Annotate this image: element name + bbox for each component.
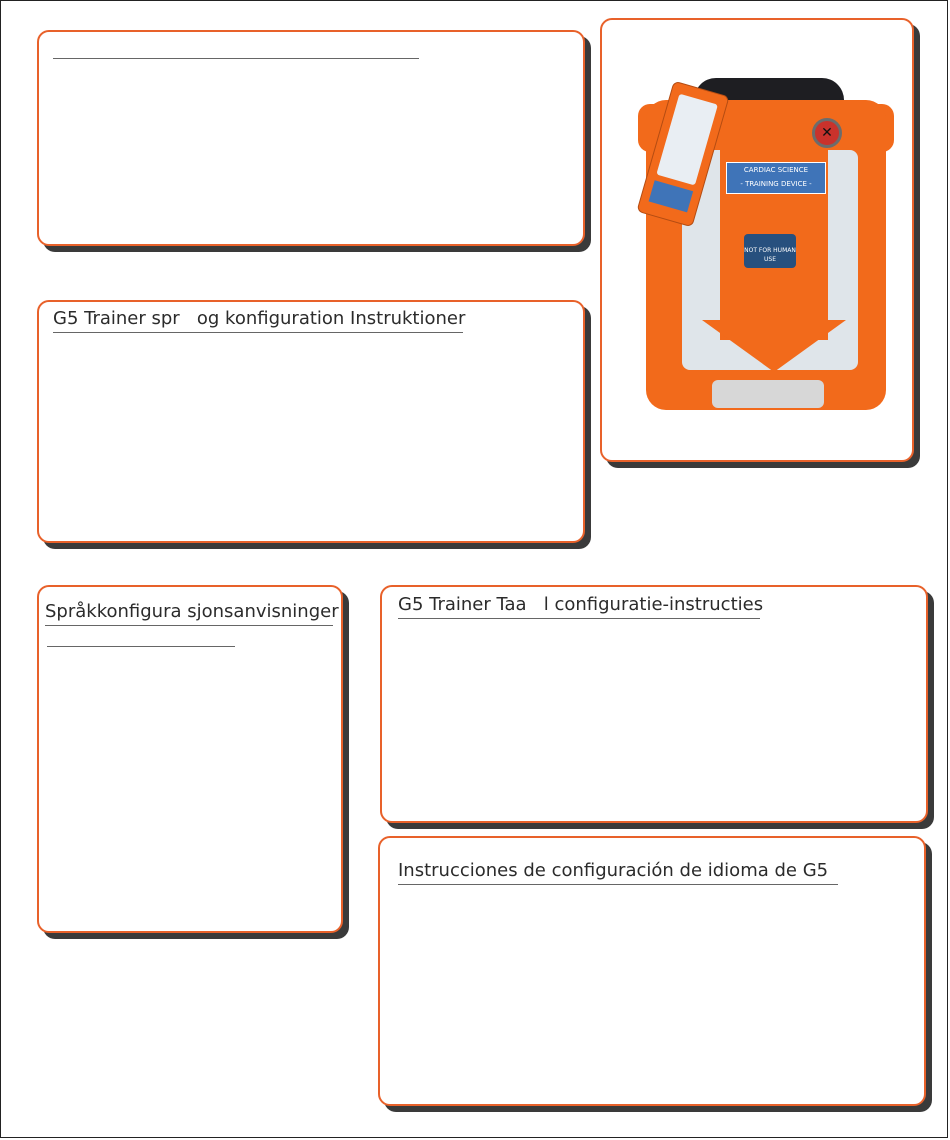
intro-title-rule: [53, 58, 419, 59]
not-for-human-use-badge: NOT FOR HUMAN USE: [744, 234, 796, 268]
device-shock-button-icon: ✕: [812, 118, 842, 148]
dutch-instructions-card: [380, 585, 928, 823]
swedish-instructions-card: [37, 585, 343, 933]
remote-label: [649, 180, 694, 212]
spanish-card-title: Instrucciones de configuración de idioma de G5: [398, 860, 838, 885]
danish-instructions-card: [37, 300, 585, 543]
device-foot: [712, 380, 824, 408]
device-arrow: [702, 320, 846, 372]
danish-card-title: G5 Trainer spr og konfiguration Instruktioner: [53, 308, 463, 333]
swedish-subtitle-rule: [47, 646, 235, 647]
device-brand-text: CARDIAC SCIENCE: [743, 166, 809, 174]
device-image-card: [600, 18, 914, 462]
device-brand-plate: [726, 162, 826, 194]
dutch-card-title: G5 Trainer Taa l configuratie-instructies: [398, 594, 760, 619]
intro-card: [37, 30, 585, 246]
device-subtitle-text: - TRAINING DEVICE -: [740, 180, 812, 188]
aed-trainer-device-image: [602, 20, 916, 464]
spanish-instructions-card: [378, 836, 926, 1106]
swedish-card-title: Språkkonfigura sjonsanvisninger: [45, 601, 333, 626]
